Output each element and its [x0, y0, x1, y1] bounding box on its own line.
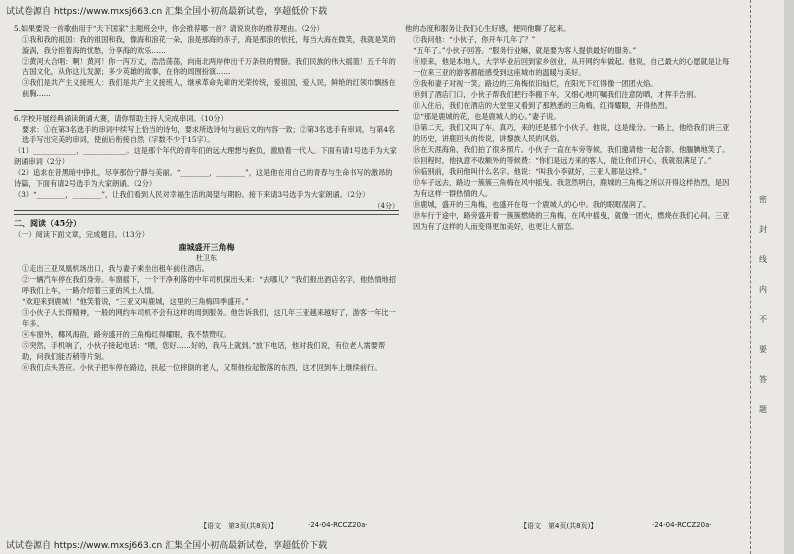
question-5: 5.如果要说一首歌曲用于“天下国家”主题班会中，你会推荐哪一首？请说说你的推荐理由。（2分） — [14, 24, 324, 33]
footer-page-number-right: 【语文 第4页(共8页)】 — [520, 522, 598, 530]
article-paragraph: ⑫“那是鹿城的花，也是鹿城人的心。”妻子说。 — [413, 112, 561, 122]
blank-3[interactable]: （3）“________，________”，让我们看到人民对幸福生活的渴望与期盼。接下来请3号选手为大家朗诵。（2分） — [14, 189, 370, 199]
footer-code-right: ·24-04-RCCZ20a· — [652, 521, 712, 529]
article-paragraph: ⑲车行于途中，路旁盛开着一簇簇燃烧的三角梅，在风中摇曳，就像一团火，燃烧在我们心间。三亚因为有了这样的人而变得更加美好，也更让人留恋。 — [413, 211, 730, 231]
option-1: ①我和我的祖国：我的祖国和我，像海和浪花一朵，浪是那海的赤子，海是那浪的依托，每当大海在微笑，我就是笑的漩涡，我分担着海的忧愁，分享海的欢乐…… — [22, 35, 396, 55]
article-paragraph: ⑭在天涯海角，我们拍了很多照片。小伙子一直在车旁等候，我们邀请他一起合影，他腼腆地笑了。 — [413, 145, 730, 155]
article-paragraph: “五年了。”小伙子回答。“服务行业嘛，就是要为客人提供最好的服务。” — [413, 46, 637, 56]
watermark-bottom[interactable]: 试试卷源自 https://www.mxsj663.cn 汇集全国小初高最新试卷，享超低价下载 — [6, 541, 328, 551]
article-paragraph: ⑱鹿城，盛开的三角梅，也盛开在每一个鹿城人的心中。我的眼眶湿润了。 — [413, 200, 651, 209]
article-paragraph: ⑨我和妻子对视一笑。路边的三角梅依旧灿烂，在阳光下红得像一团团火焰。 — [413, 78, 658, 88]
blank-2[interactable]: （2）追求在昔黑暗中挣扎，尽享那份宁静与美丽。“________，________”，这是他在用自己的青春与生命书写的激昂的诗篇，下面有请2号选手为大家朗诵。（2分） — [14, 168, 393, 188]
article-paragraph: ⑪入住后，我们在酒店的大堂里又看到了那熟悉的三角梅，红得耀眼，开得热烈。 — [413, 101, 672, 111]
binding-label: 要 — [759, 345, 767, 354]
left-page — [14, 24, 399, 374]
article-paragraph: 他的态度和服务让我们心生好感，便同他聊了起来。 — [405, 24, 571, 33]
article-paragraph: ⑤突然，手机响了，小伙子接起电话：“喂，您好……好的，我马上就到。”放下电话，他对我们说，有位老人需要帮助，问我们能否稍等片刻。 — [22, 340, 386, 361]
footer-page-number-left: 【语文 第3页(共8页)】 — [200, 522, 278, 530]
article-paragraph: ⑦我问他：“小伙子，你开车几年了？” — [413, 35, 536, 45]
section-title: 二、阅读（45分） — [14, 218, 82, 229]
page-edge — [784, 0, 794, 554]
binding-label: 密 — [759, 195, 767, 204]
article-paragraph: ①走出三亚凤凰机场出口，我与妻子乘坐出租车前往酒店。 — [22, 264, 209, 274]
binding-label: 答 — [759, 375, 767, 384]
option-3: ③我们是共产主义接班人：我们是共产主义接班人，继承革命先辈的光荣传统，爱祖国，爱人民，鲜艳的红领巾飘扬在前胸…… — [22, 78, 396, 99]
binding-label: 内 — [759, 285, 767, 294]
article-title: 鹿城盛开三角梅 — [178, 242, 235, 253]
footer-code-left: ·24-04-RCCZ20a· — [308, 521, 368, 529]
binding-label: 封 — [759, 225, 767, 234]
answer-line[interactable] — [14, 102, 399, 111]
article-paragraph: ③小伙子人长得精神，一般的网约车司机不会有这样的周到服务。他告诉我们，这几年三亚越来越好了，游客一年比一年多。 — [22, 308, 396, 328]
article-paragraph: ⑰车子远去，路边一簇簇三角梅在风中摇曳。我忽然明白，鹿城的三角梅之所以开得这样热烈，是因为有这样一群热情的人。 — [413, 178, 730, 198]
article-paragraph: ⑯临别前，我问他叫什么名字。他说：“叫我小李就好，三亚人都是这样。” — [413, 167, 647, 177]
binding-label: 线 — [759, 255, 767, 264]
article-paragraph: ⑥我们点头答应。小伙子把车停在路边，扶起一位摔倒的老人，又帮他捡起散落的东西，这才回到车上继续前行。 — [22, 362, 382, 372]
article-paragraph: ⑧原来，他是本地人，大学毕业后回到家乡创业，从开网约车做起。他说，自己最大的心愿就是让每一位来三亚的游客都能感受到这座城市的温暖与美好。 — [413, 57, 730, 77]
binding-label: 题 — [759, 405, 767, 414]
article-paragraph: ④车窗外，椰风海韵，路旁盛开的三角梅红得耀眼，我不禁赞叹。 — [22, 329, 231, 339]
binding-labels — [757, 185, 769, 425]
article-paragraph: ⑩到了酒店门口，小伙子帮我们把行李搬下车，又细心地叮嘱我们注意防晒，才挥手告别。 — [413, 90, 701, 100]
article-author: 杜卫东 — [196, 254, 217, 263]
article-paragraph: ⑬第二天，我们又叫了车。真巧，来的还是那个小伙子。他说，这是缘分。一路上，他给我们讲三亚的历史，讲鹿回头的传说，讲黎族人民的风俗。 — [413, 123, 730, 143]
question-6: 6.学校开展经典诵读朗诵大赛，请你帮助主持人完成串词。（10分） — [14, 113, 228, 123]
right-page — [405, 24, 735, 233]
answer-line-score[interactable] — [14, 202, 399, 211]
option-2: ②黄河大合唱：啊！黄河！你一泻万丈，浩浩荡荡，向南北两岸伸出千万条铁的臂膀。我们民族的伟大摇篮！五千年的古国文化，从你这儿发源；多少英雄的故事，在你的周围扮演…… — [22, 56, 396, 77]
article-paragraph: ⑮回程时，他执意不收额外的等候费：“你们是远方来的客人，能让你们开心，我就很满足了。” — [413, 156, 712, 166]
question-6-requirement: 要求：①在第3名选手的串词中续写上恰当的诗句，要求所选诗句与前后文的内容一致；②第3名选手有串词，与第4名选手写出完美的串词，使前后衔接自然（字数不少于15字）。 — [22, 124, 396, 145]
blank-1[interactable]: （1）____________，____________。这是那个年代的青年们的远大理想与抱负，激励着一代人。下面有请1号选手为大家朗诵串词（2分） — [14, 146, 397, 167]
subsection-title: （一）阅读下面文章，完成题目。（13分） — [14, 229, 149, 239]
score-note: （4分） — [373, 202, 399, 211]
article-paragraph: “欢迎来到鹿城！”他笑着说，“三亚又叫鹿城，这里的三角梅四季盛开。” — [22, 297, 249, 307]
watermark-top[interactable]: 试试卷源自 https://www.mxsj663.cn 汇集全国小初高最新试卷，享超低价下载 — [6, 7, 328, 17]
article-paragraph: ②一辆汽车停在我们身旁。车窗摇下，一个干净利落的中年司机探出头来：“去哪儿？”我们报出酒店名字，他热情地招呼我们上车，一路介绍着三亚的风土人情。 — [22, 275, 396, 295]
binding-label: 不 — [759, 315, 767, 324]
section-divider — [14, 214, 399, 215]
